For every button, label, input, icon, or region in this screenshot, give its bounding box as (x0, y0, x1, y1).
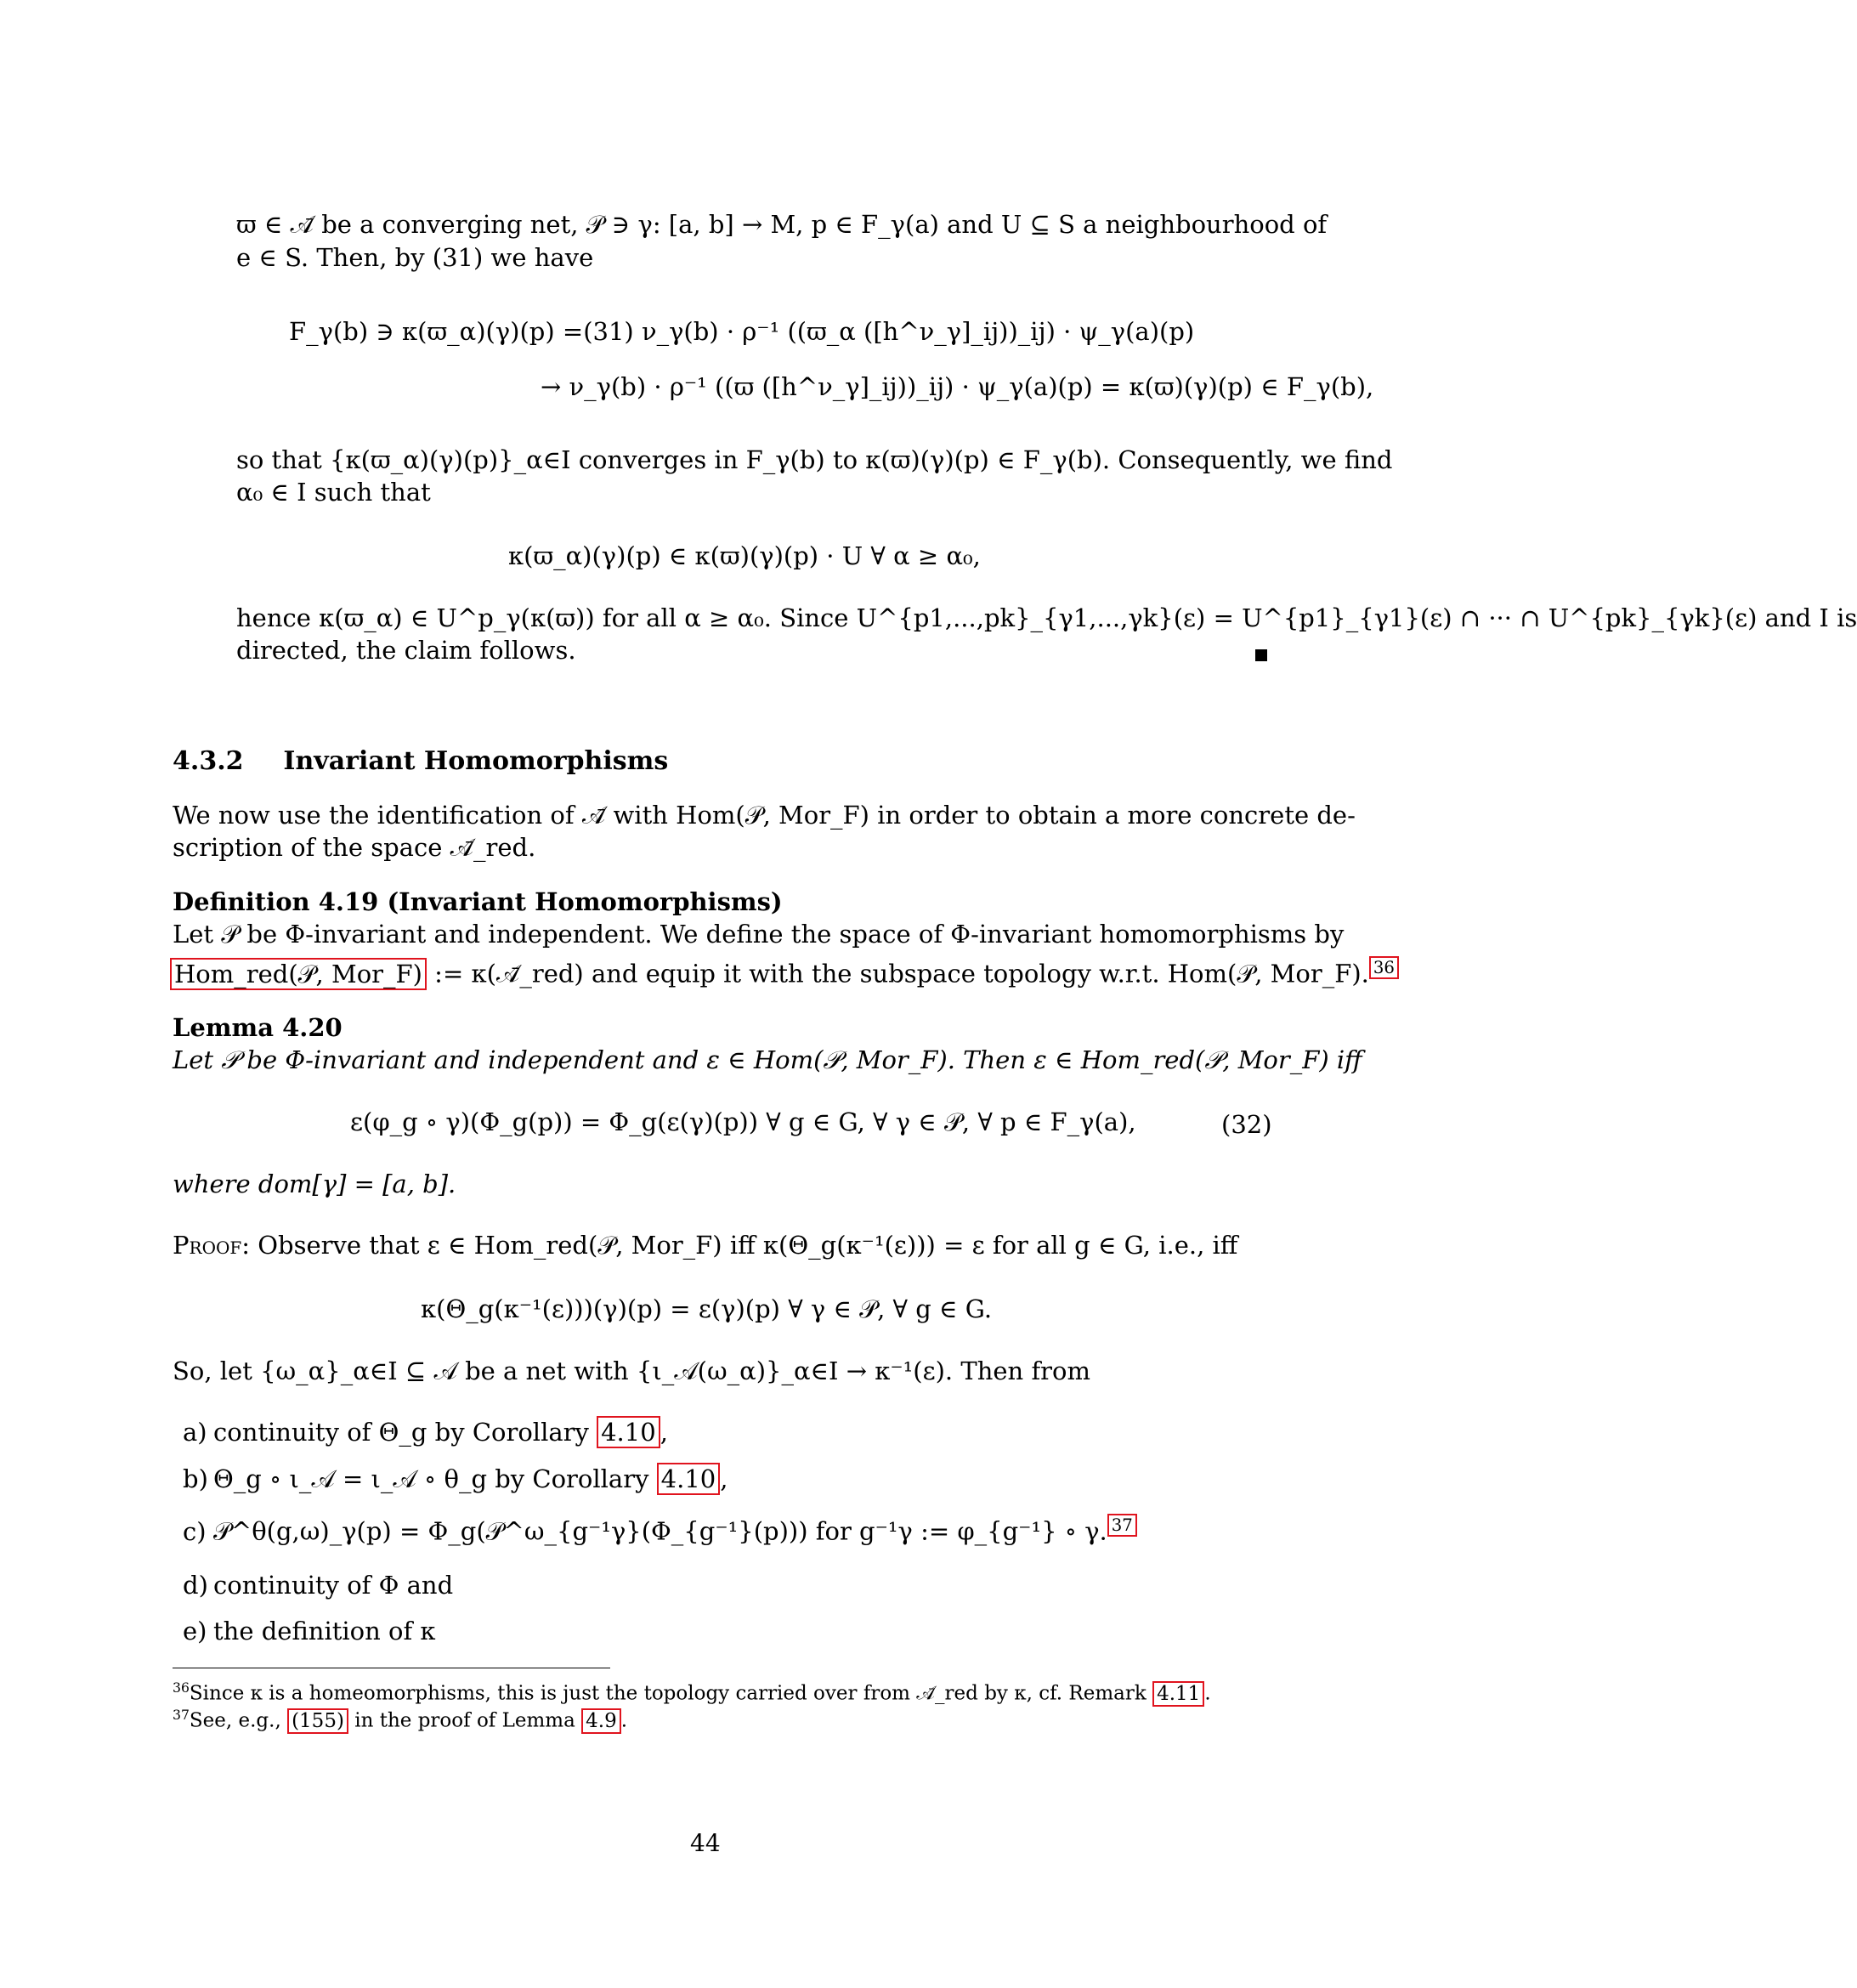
para2-line-2: α₀ ∈ I such that (236, 478, 431, 507)
list-item-label: b) (183, 1464, 208, 1493)
list-item (183, 1569, 453, 1601)
definition-title: Definition 4.19 (Invariant Homomorphisms) (173, 887, 783, 916)
list-item-label: e) (183, 1617, 207, 1645)
list-item-tail: , (660, 1418, 668, 1447)
equation-number-32: (32) (1221, 1110, 1272, 1139)
definition-line-1: Let 𝒫 be Φ-invariant and independent. We define the space of Φ-invariant homomorphisms by (173, 920, 1345, 949)
list-item-label: c) (183, 1516, 207, 1546)
corollary-4-10-link[interactable]: 4.10 (657, 1463, 721, 1495)
list-item (183, 1416, 668, 1448)
lemma-4-9-link[interactable]: 4.9 (581, 1708, 621, 1734)
footnote-number: 36 (173, 1679, 190, 1696)
equation-a-row-2: → ν_γ(b) · ρ⁻¹ ((ϖ ([h^ν_γ]_ij))_ij) · ψ_γ(a)(p) = κ(ϖ)(γ)(p) ∈ F_γ(b), (541, 372, 1374, 401)
section-para-line-2: scription of the space 𝒜̄_red. (173, 833, 536, 862)
definition-line-2-rest: := κ(𝒜̄_red) and equip it with the subspace topology w.r.t. Hom(𝒫, Mor_F). (426, 959, 1369, 988)
list-item (183, 1615, 436, 1647)
proof-line-1-text: Observe that ε ∈ Hom_red(𝒫, Mor_F) iff κ(Θ_g(κ⁻¹(ε))) = ε for all g ∈ G, i.e., iff (250, 1231, 1238, 1260)
list-item-text: continuity of Θ_g by Corollary (213, 1418, 597, 1447)
page-number: 44 (690, 1829, 721, 1857)
proof-line-1 (173, 1229, 1237, 1261)
footnote-tail: . (620, 1709, 628, 1732)
definition-line-2 (170, 952, 1399, 990)
footnote-mid: in the proof of Lemma (348, 1709, 582, 1732)
lemma-title: Lemma 4.20 (173, 1013, 343, 1042)
list-item-label: a) (183, 1418, 207, 1447)
proof-label: Proof: (173, 1231, 251, 1260)
equation-155-link[interactable]: (155) (287, 1708, 348, 1734)
equation-a-row-1: F_γ(b) ∋ κ(ϖ_α)(γ)(p) =(31) ν_γ(b) · ρ⁻¹ ((ϖ_α ([h^ν_γ]_ij))_ij) · ψ_γ(a)(p) (289, 317, 1195, 346)
footnote-text: Since κ is a homeomorphisms, this is just the topology carried over from 𝒜̄_red by κ, cf. Remark (189, 1682, 1153, 1705)
hom-red-link[interactable]: Hom_red(𝒫, Mor_F) (170, 958, 427, 990)
proof-line-2: So, let {ω_α}_α∈I ⊆ 𝒜 be a net with {ι_𝒜(ω_α)}_α∈I → κ⁻¹(ε). Then from (173, 1356, 1090, 1385)
equation-b: κ(ϖ_α)(γ)(p) ∈ κ(ϖ)(γ)(p) · U ∀ α ≥ α₀, (508, 541, 981, 570)
qed-square (1255, 649, 1267, 661)
section-heading (173, 746, 668, 776)
intro-line-1: ϖ ∈ 𝒜̄ be a converging net, 𝒫 ∋ γ: [a, b] → M, p ∈ F_γ(a) and U ⊆ S a neighbourhood of (236, 210, 1328, 239)
para3-line-1: hence κ(ϖ_α) ∈ U^p_γ(κ(ϖ)) for all α ≥ α₀. Since U^{p1,...,pk}_{γ1,...,γk}(ε) = U^{p1}_{γ1}(ε) ∩ ··· ∩ U^{pk}_{γk}(ε) and I is (236, 603, 1857, 632)
list-item-text: 𝒫^θ(g,ω)_γ(p) = Φ_g(𝒫^ω_{g⁻¹γ}(Φ_{g⁻¹}(p))) for g⁻¹γ := φ_{g⁻¹} ∘ γ. (213, 1516, 1107, 1546)
list-item-tail: , (720, 1464, 728, 1493)
list-item (183, 1463, 728, 1495)
footnote-text: See, e.g., (189, 1709, 288, 1732)
para2-line-1: so that {κ(ϖ_α)(γ)(p)}_α∈I converges in F_γ(b) to κ(ϖ)(γ)(p) ∈ F_γ(b). Consequently, we find (236, 445, 1393, 474)
list-item (183, 1509, 1137, 1548)
remark-4-11-link[interactable]: 4.11 (1152, 1681, 1204, 1707)
footnote-tail: . (1204, 1682, 1211, 1705)
section-title: Invariant Homomorphisms (283, 746, 669, 776)
section-number: 4.3.2 (173, 746, 244, 776)
list-item-text: the definition of κ (213, 1617, 436, 1645)
list-item-text: Θ_g ∘ ι_𝒜 = ι_𝒜 ∘ θ_g by Corollary (213, 1464, 657, 1493)
section-para-line-1: We now use the identification of 𝒜̄ with Hom(𝒫, Mor_F) in order to obtain a more concrete de- (173, 801, 1356, 830)
footnote-ref-37[interactable]: 37 (1107, 1514, 1137, 1537)
lemma-statement: Let 𝒫 be Φ-invariant and independent and ε ∈ Hom(𝒫, Mor_F). Then ε ∈ Hom_red(𝒫, Mor_F) iff (173, 1045, 1362, 1074)
para3-line-2: directed, the claim follows. (236, 636, 576, 665)
list-item-text: continuity of Φ and (213, 1571, 454, 1600)
footnote-37 (173, 1707, 627, 1732)
intro-line-2: e ∈ S. Then, by (31) we have (236, 243, 594, 272)
footnote-ref-36[interactable]: 36 (1369, 956, 1399, 979)
lemma-equation: ε(φ_g ∘ γ)(Φ_g(p)) = Φ_g(ε(γ)(p)) ∀ g ∈ G, ∀ γ ∈ 𝒫, ∀ p ∈ F_γ(a), (350, 1107, 1136, 1136)
list-item-label: d) (183, 1571, 208, 1600)
lemma-where: where dom[γ] = [a, b]. (173, 1170, 456, 1198)
footnote-36 (173, 1679, 1211, 1705)
proof-equation: κ(Θ_g(κ⁻¹(ε)))(γ)(p) = ε(γ)(p) ∀ γ ∈ 𝒫, ∀ g ∈ G. (421, 1294, 993, 1323)
corollary-4-10-link[interactable]: 4.10 (597, 1416, 660, 1448)
footnote-number: 37 (173, 1707, 190, 1723)
